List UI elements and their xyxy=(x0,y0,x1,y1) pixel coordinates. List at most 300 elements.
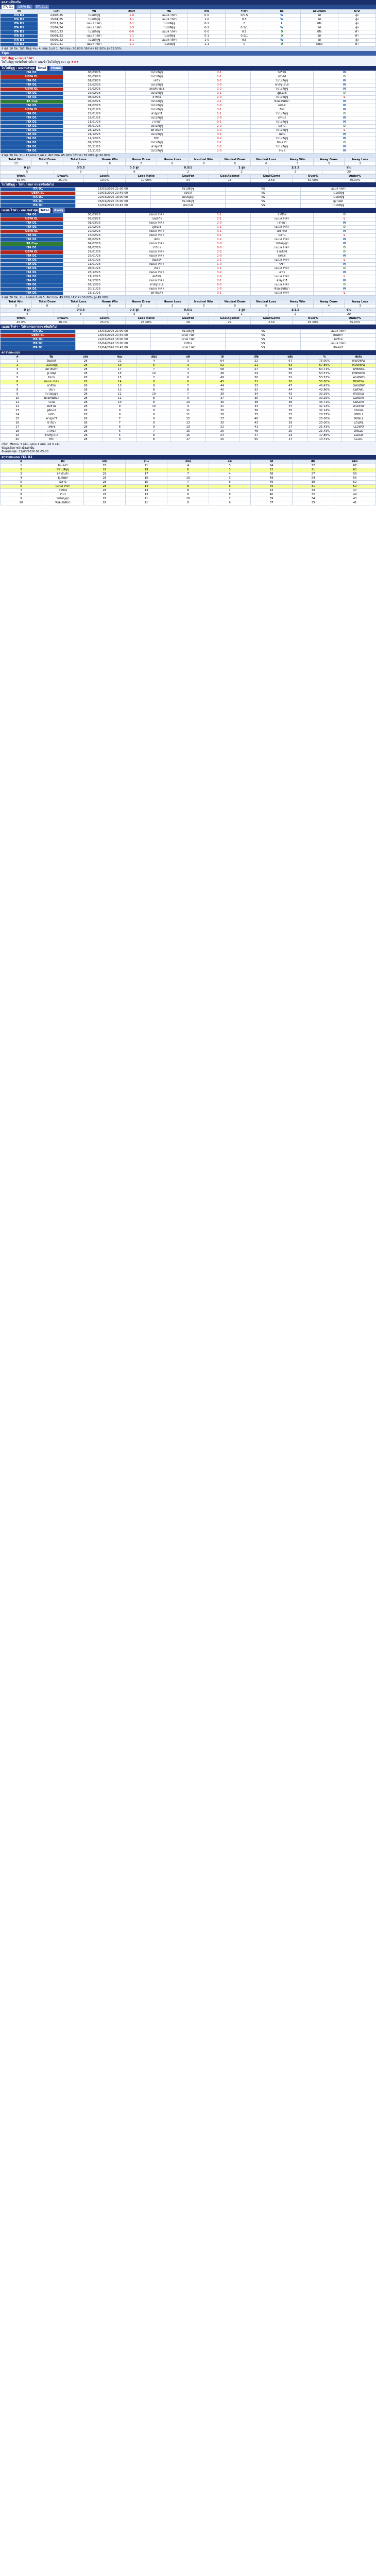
table-cell: LWDWL xyxy=(341,388,375,393)
stat-value: 65.0% xyxy=(1,179,42,182)
table-row[interactable] xyxy=(1,338,376,342)
team-name: เจนัว xyxy=(35,413,69,417)
table-cell: 35 xyxy=(239,413,273,417)
table-row[interactable] xyxy=(1,112,376,116)
match-result: W xyxy=(313,71,376,75)
table-cell: 38 xyxy=(239,401,273,405)
away-team: ปาร์ม่า xyxy=(251,116,314,121)
away-team: ไนโปลีดูซู xyxy=(150,35,188,39)
league-badge: ITA D1 xyxy=(1,255,63,259)
match-result: D xyxy=(263,30,301,35)
h2h-filter-bar xyxy=(0,5,376,9)
stat-value: 2 xyxy=(161,171,215,174)
home-team: ไนโปลีดูซู xyxy=(150,330,226,334)
table-cell: 6 xyxy=(1,485,42,489)
stat-value: 2 xyxy=(345,162,376,166)
table-cell: LWLLD xyxy=(341,430,375,434)
home-team: ไนโปลีดูซู xyxy=(126,116,189,121)
team-name: ลาซิโอ xyxy=(35,384,69,388)
column-header: ได้ xyxy=(251,460,293,464)
home-team: ไนโปลีดูซู xyxy=(75,39,113,43)
column-header: Total Draw xyxy=(31,158,63,162)
column-header: O/U xyxy=(338,10,376,14)
column-header: ชนะ xyxy=(126,460,167,464)
table-cell: LLDWD xyxy=(341,426,375,430)
table-cell: 7 xyxy=(209,489,251,493)
table-cell: 37 xyxy=(251,501,293,505)
match-result: D xyxy=(263,35,301,39)
table-row[interactable] xyxy=(1,346,376,350)
match-score: 3-2 xyxy=(188,271,251,275)
league-badge: ITA D1 xyxy=(1,18,38,22)
table-row[interactable] xyxy=(1,217,376,222)
table-row[interactable] xyxy=(1,271,376,275)
table-row[interactable] xyxy=(1,26,376,30)
match-result: D xyxy=(313,125,376,129)
tab-total[interactable]: Total xyxy=(36,66,47,71)
table-cell: 10 xyxy=(137,393,171,397)
tab-home[interactable]: Home xyxy=(49,66,62,71)
away-team: ซาสซูโอโล่ xyxy=(251,83,314,88)
table-row[interactable] xyxy=(1,485,376,489)
match-score: 1-3 xyxy=(113,26,150,30)
column-header: รวม xyxy=(322,166,375,171)
league-badge: ITA D1 xyxy=(1,342,76,346)
stat-value: 6 xyxy=(94,304,126,308)
table-row[interactable] xyxy=(1,342,376,346)
table-cell: 22 xyxy=(239,360,273,364)
league-badge: ITA D1 xyxy=(1,267,63,271)
table-cell: 50 xyxy=(334,485,376,489)
away-team: เลชเช่ xyxy=(251,104,314,108)
table-cell: 46.43% xyxy=(307,384,341,388)
away-team: เนเบล ไรค่า xyxy=(251,292,314,296)
table-cell: 20 xyxy=(205,438,239,442)
table-cell: 15 xyxy=(126,477,167,481)
league-badge: ITA D1 xyxy=(1,14,38,18)
table-cell: 15 xyxy=(102,372,136,376)
match-result: W xyxy=(313,121,376,125)
match-date: 04/02/26 xyxy=(63,100,126,104)
league-badge: ITA D1 xyxy=(1,137,63,141)
table-row[interactable] xyxy=(1,43,376,47)
table-row[interactable] xyxy=(1,472,376,477)
home-team: เนเบล ไรค่า xyxy=(126,287,189,292)
table-row[interactable] xyxy=(1,275,376,279)
notes xyxy=(0,442,376,455)
table-row[interactable] xyxy=(1,196,376,200)
over-under-result: ต่ำ xyxy=(338,30,376,35)
table-row[interactable] xyxy=(1,129,376,133)
table-row[interactable] xyxy=(1,230,376,234)
match-score: 2-1 xyxy=(188,217,251,222)
table-row[interactable] xyxy=(1,30,376,35)
table-cell: 7 xyxy=(171,393,205,397)
league-badge: ITA D1 xyxy=(1,196,76,200)
league-badge: ITA D1 xyxy=(1,149,63,154)
table-row[interactable] xyxy=(1,204,376,208)
league-badge: ITA D1 xyxy=(1,275,63,279)
table-row xyxy=(1,175,376,179)
stat-value: 20 xyxy=(322,171,375,174)
table-cell: 33 xyxy=(239,384,273,388)
table-row[interactable] xyxy=(1,255,376,259)
match-result: W xyxy=(313,79,376,83)
away-team: ไนโปลีดูซู xyxy=(301,196,376,200)
league-badge: UEFA EL xyxy=(1,217,63,222)
table-row[interactable] xyxy=(1,292,376,296)
table-row[interactable] xyxy=(1,397,376,401)
table-cell: 6 xyxy=(1,380,35,384)
h2h-title: ผลงานที่พบกัน xyxy=(0,0,376,5)
away-team: ไนโปลีดูซู xyxy=(150,22,188,26)
column-header: 1/1.5 xyxy=(268,166,322,171)
table-row[interactable] xyxy=(1,263,376,267)
league-badge: ITA D1 xyxy=(1,346,76,350)
table-row[interactable] xyxy=(1,493,376,497)
table-row[interactable] xyxy=(1,438,376,442)
column-header: Neutral Loss xyxy=(251,158,282,162)
table-row[interactable] xyxy=(1,75,376,79)
table-row[interactable] xyxy=(1,226,376,230)
stat-value: 0 xyxy=(219,162,251,166)
column-header: Over% xyxy=(293,175,334,179)
match-result: W xyxy=(263,14,301,18)
standings2-section xyxy=(0,455,376,505)
stat-value: 25.00% xyxy=(126,321,167,325)
match-result: W xyxy=(313,88,376,92)
table-cell: 28 xyxy=(84,464,126,468)
table-row[interactable] xyxy=(1,259,376,263)
table-row[interactable] xyxy=(1,464,376,468)
away-team: ไนโปลีดูซู xyxy=(251,88,314,92)
match-date: 06/01/26 xyxy=(63,267,126,271)
table-row[interactable] xyxy=(1,372,376,376)
tips-section xyxy=(0,51,376,66)
table-cell: 28 xyxy=(69,393,102,397)
table-cell: 12 xyxy=(102,388,136,393)
column-header: แพ้ xyxy=(209,460,251,464)
table-row[interactable] xyxy=(1,79,376,83)
team-name: โคโม่ xyxy=(35,401,69,405)
away-team: ปิซ่า xyxy=(251,263,314,267)
away-team: เบนฟิก้า xyxy=(301,334,376,338)
column-header: Total Win xyxy=(1,158,32,162)
table-row[interactable] xyxy=(1,468,376,472)
home-team: ไนโปลีดูซู xyxy=(75,18,113,22)
stat-value: 0 xyxy=(219,304,251,308)
table-row[interactable] xyxy=(1,137,376,141)
column-header: แข่ง xyxy=(69,355,102,360)
table-row[interactable] xyxy=(1,222,376,226)
table-cell: 40 xyxy=(239,417,273,421)
team-name: อินเตอร์ xyxy=(42,464,84,468)
table-row[interactable] xyxy=(1,426,376,430)
handicap-result: ได้ xyxy=(301,14,338,18)
match-score: 1-1 xyxy=(188,75,251,79)
table-cell: 10 xyxy=(1,397,35,401)
table-cell: 14 xyxy=(102,380,136,384)
table-row[interactable] xyxy=(1,376,376,380)
match-result: W xyxy=(313,108,376,112)
home-team: ไนโปลีดูซู xyxy=(126,125,189,129)
table-cell: 21.43% xyxy=(307,430,341,434)
table-row[interactable] xyxy=(1,360,376,364)
table-row[interactable] xyxy=(1,92,376,96)
home-team: ไนโปลีดูซู xyxy=(126,149,189,154)
league-badge: ITA D1 xyxy=(1,330,76,334)
column-header: ทีม xyxy=(42,460,84,464)
half-time-score: 0-0 xyxy=(188,14,226,18)
tab-total-away[interactable]: Total xyxy=(39,208,50,213)
league-badge: ITA D1 xyxy=(1,83,63,88)
tips-text: ไนโปลีดูซู ฟอร์มในบ้านดีกว่า แนะนำ ไนโปลีดูซู ต่อ / สูง xyxy=(2,61,71,64)
table-row[interactable] xyxy=(1,481,376,485)
table-cell: 21 xyxy=(293,468,334,472)
match-result: L xyxy=(313,217,376,222)
table-row[interactable] xyxy=(1,116,376,121)
stat-value: 28 xyxy=(167,321,209,325)
table-cell: 47 xyxy=(274,384,307,388)
table-cell: 33 xyxy=(274,413,307,417)
table-row[interactable] xyxy=(1,287,376,292)
tab-away[interactable]: Away xyxy=(53,208,65,213)
stat-value: 22 xyxy=(209,321,251,325)
column-header: Goal/Game xyxy=(251,317,293,321)
match-date: 07/12/25 xyxy=(63,283,126,287)
table-row[interactable] xyxy=(1,71,376,75)
table-row[interactable] xyxy=(1,246,376,250)
table-row[interactable] xyxy=(1,88,376,92)
table-cell: 7 xyxy=(1,489,42,493)
table-row[interactable] xyxy=(1,413,376,417)
match-score: 1-1 xyxy=(188,112,251,116)
table-row[interactable] xyxy=(1,14,376,18)
away-team: ไนโปลีดูซู xyxy=(251,121,314,125)
table-cell: 7 xyxy=(171,384,205,388)
match-date: 23/11/25 xyxy=(63,292,126,296)
table-row[interactable] xyxy=(1,192,376,196)
home-team: เฟเนร์บาห์เช่ xyxy=(126,88,189,92)
table-row[interactable] xyxy=(1,200,376,204)
column-header: แฮนดิแคป xyxy=(301,10,338,14)
table-cell: 53.57% xyxy=(307,372,341,376)
table-cell: 35 xyxy=(239,397,273,401)
table-row[interactable] xyxy=(1,279,376,283)
table-cell: 42.86% xyxy=(307,388,341,393)
over-under-result: สูง xyxy=(338,14,376,18)
table-row[interactable] xyxy=(1,121,376,125)
table-cell: 3 xyxy=(209,477,251,481)
match-result: W xyxy=(313,238,376,242)
league-badge: UEFA EL xyxy=(1,192,76,196)
home-team: เนเบล ไรค่า xyxy=(126,242,189,246)
table-row[interactable] xyxy=(1,96,376,100)
table-row[interactable] xyxy=(1,368,376,372)
home-recent-section xyxy=(0,66,376,182)
table-row[interactable] xyxy=(1,401,376,405)
table-row[interactable] xyxy=(1,108,376,112)
table-row[interactable] xyxy=(1,421,376,426)
table-cell: 28 xyxy=(84,481,126,485)
stat-value: 3 xyxy=(54,171,108,174)
league-badge: ITA D1 xyxy=(1,279,63,283)
home-team: ไนโปลีดูซู xyxy=(150,200,226,204)
table-row[interactable] xyxy=(1,39,376,43)
team-name: โรม่า xyxy=(35,388,69,393)
table-row[interactable] xyxy=(1,22,376,26)
table-cell: 9 xyxy=(1,393,35,397)
table-row[interactable] xyxy=(1,283,376,287)
table-row[interactable] xyxy=(1,149,376,154)
away-team: โบโลญญ่า xyxy=(251,242,314,246)
table-row[interactable] xyxy=(1,145,376,149)
table-row[interactable] xyxy=(1,18,376,22)
stat-value: 10.00% xyxy=(126,179,167,182)
table-row[interactable] xyxy=(1,250,376,255)
stat-value: 5 xyxy=(1,171,54,174)
table-row[interactable] xyxy=(1,133,376,137)
table-row[interactable] xyxy=(1,388,376,393)
table-cell: WDDLW xyxy=(341,393,375,397)
column-header: Neutral Draw xyxy=(219,158,251,162)
column-header: ทีม xyxy=(75,10,113,14)
table-row[interactable] xyxy=(1,489,376,493)
table-row[interactable] xyxy=(1,334,376,338)
table-row[interactable] xyxy=(1,125,376,129)
team-name: เนเบล ไรค่า xyxy=(35,380,69,384)
tips-away-team: เนเบล ไรค่า xyxy=(19,57,34,60)
match-date: 06/01/26 xyxy=(63,125,126,129)
table-row[interactable] xyxy=(1,234,376,238)
column-header: Neutral Win xyxy=(188,158,219,162)
table-row[interactable] xyxy=(1,188,376,192)
table-cell: 3 xyxy=(171,364,205,368)
away-team: เนเบล ไรค่า xyxy=(251,267,314,271)
table-row[interactable] xyxy=(1,409,376,413)
filter-ita-cup[interactable]: ITA Cup xyxy=(35,5,49,9)
table-cell: 3 xyxy=(1,472,42,477)
table-cell: 6 xyxy=(209,485,251,489)
table-row[interactable] xyxy=(1,501,376,505)
table-row[interactable] xyxy=(1,141,376,145)
table-cell: 10 xyxy=(137,405,171,409)
table-cell: 10 xyxy=(102,401,136,405)
away-recent-title xyxy=(0,208,376,213)
table-row[interactable] xyxy=(1,477,376,481)
match-result: D xyxy=(313,112,376,116)
home-team: ตอริโน่ xyxy=(126,275,189,279)
column-header: Goal/Game xyxy=(251,175,293,179)
match-score: 0-0 xyxy=(113,30,150,35)
handicap-odds: 0.5 xyxy=(226,18,263,22)
match-score: 1-2 xyxy=(188,145,251,149)
filter-uefa-el[interactable]: UEFA EL xyxy=(16,5,32,9)
league-badge: UEFA EL xyxy=(1,250,63,255)
table-cell: 35.71% xyxy=(307,401,341,405)
table-row[interactable] xyxy=(1,364,376,368)
table-row[interactable] xyxy=(1,430,376,434)
home-team: ซาสซูโอโล่ xyxy=(126,283,189,287)
league-badge: UEFA EL xyxy=(1,75,63,79)
match-score: 1-1 xyxy=(188,213,251,217)
table-cell: 12 xyxy=(126,493,167,497)
table-row[interactable] xyxy=(1,330,376,334)
table-cell: WWWDL xyxy=(341,368,375,372)
table-row[interactable] xyxy=(1,497,376,501)
over-under-result: สูง xyxy=(338,26,376,30)
away-team: เนเบล ไรค่า xyxy=(150,39,188,43)
column-header: GoalFor xyxy=(167,317,209,321)
team-name: ยูเวนตุส xyxy=(42,477,84,481)
table-row[interactable] xyxy=(1,35,376,39)
match-result: W xyxy=(313,137,376,141)
table-cell: 48 xyxy=(205,372,239,376)
table-cell: 10 xyxy=(137,372,171,376)
home-team: ลาซิโอ xyxy=(126,96,189,100)
table-cell: 22 xyxy=(205,426,239,430)
match-result: W xyxy=(313,255,376,259)
table-cell: 28 xyxy=(69,405,102,409)
match-result: W xyxy=(313,100,376,104)
away-team: เนเบล ไรค่า xyxy=(251,226,314,230)
table-cell: LDLWL xyxy=(341,421,375,426)
table-cell: 12 xyxy=(171,417,205,421)
table-row[interactable] xyxy=(1,267,376,271)
table-row[interactable] xyxy=(1,384,376,388)
column-header: เสีย xyxy=(239,355,273,360)
table-cell: 3 xyxy=(171,372,205,376)
league-badge: ITA D1 xyxy=(1,145,63,149)
table-cell: 7 xyxy=(167,472,209,477)
column-header: แต้ม xyxy=(334,460,376,464)
table-row[interactable] xyxy=(1,393,376,397)
table-cell: 4 xyxy=(171,368,205,372)
table-cell: 50 xyxy=(239,438,273,442)
table-cell: 44 xyxy=(251,489,293,493)
table-row xyxy=(1,300,376,304)
table-row[interactable] xyxy=(1,405,376,409)
away-team: เนเบล ไรค่า xyxy=(150,30,188,35)
table-row[interactable] xyxy=(1,242,376,246)
match-score: 2-0 xyxy=(188,96,251,100)
column-header: Loss% xyxy=(84,317,126,321)
table-row[interactable] xyxy=(1,434,376,438)
away-team: ปอร์โต้ xyxy=(251,75,314,79)
table-row[interactable] xyxy=(1,417,376,421)
table-row[interactable] xyxy=(1,104,376,108)
table-row[interactable] xyxy=(1,100,376,104)
home-stat-table xyxy=(0,158,376,166)
table-row[interactable] xyxy=(1,380,376,384)
table-cell: 47 xyxy=(239,434,273,438)
filter-ita-d1[interactable]: ITA D1 xyxy=(2,5,14,9)
match-result: L xyxy=(313,259,376,263)
table-cell: 3 xyxy=(102,438,136,442)
handicap-odds: 0.5/1 xyxy=(226,35,263,39)
table-cell: 44 xyxy=(334,493,376,497)
table-cell: 11 xyxy=(1,401,35,405)
table-row[interactable] xyxy=(1,83,376,88)
stat-value: 1 xyxy=(215,313,268,316)
match-score: 3-1 xyxy=(188,292,251,296)
table-row[interactable] xyxy=(1,238,376,242)
table-cell: 7 xyxy=(102,417,136,421)
home-team: เนเบล ไรค่า xyxy=(126,222,189,226)
table-row[interactable] xyxy=(1,213,376,217)
match-result: L xyxy=(313,129,376,133)
column-header: Away Loss xyxy=(345,300,376,304)
